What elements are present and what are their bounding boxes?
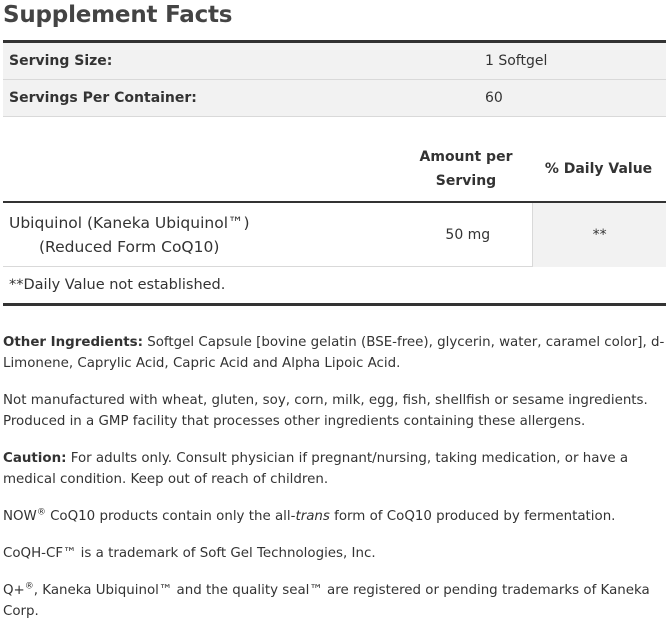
- page-title: Supplement Facts: [3, 2, 233, 28]
- amount-per-serving-header: Amount per Serving: [419, 149, 513, 189]
- ingredient-row: [3, 203, 666, 267]
- serving-size-row: [3, 43, 666, 80]
- now-trans-note: NOW® CoQ10 products contain only the all-trans form of CoQ10 produced by fermentation.: [3, 507, 616, 524]
- ingredient-daily-value: **: [532, 203, 666, 267]
- other-ingredients-text: Softgel Capsule [bovine gelatin (BSE-free), glycerin, water, caramel color], d-Limonene, Caprylic Acid, Capric Acid and Alpha Lipoic Acid.: [3, 335, 665, 371]
- coqh-trademark-note: CoQH-CF™ is a trademark of Soft Gel Technologies, Inc.: [3, 546, 376, 561]
- kaneka-trademark-note: Q+®, Kaneka Ubiquinol™ and the quality seal™ are registered or pending trademarks of Kaneka Corp.: [3, 581, 650, 619]
- serving-size-value: 1 Softgel: [485, 53, 548, 69]
- allergen-note: Not manufactured with wheat, gluten, soy, corn, milk, egg, fish, shellfish or sesame ingredients. Produced in a GMP facility that processes other ingredients containing these allergens.: [3, 393, 648, 429]
- daily-value-header: % Daily Value: [544, 161, 653, 177]
- footnote-row: [3, 267, 666, 303]
- servings-per-container-row: [3, 80, 666, 117]
- product-notes: [3, 332, 665, 638]
- caution-text: For adults only. Consult physician if pregnant/nursing, taking medication, or have a medical condition. Keep out of reach of children.: [3, 451, 629, 487]
- column-header-row: [3, 137, 666, 201]
- ingredient-name: Ubiquinol (Kaneka Ubiquinol™) (Reduced Form CoQ10): [9, 213, 250, 256]
- servings-per-container-label: Servings Per Container:: [9, 90, 197, 106]
- ingredient-amount: 50 mg: [445, 226, 491, 243]
- other-ingredients-note: [3, 332, 665, 374]
- other-ingredients-label: Other Ingredients:: [3, 335, 143, 350]
- bottom-rule: [3, 303, 666, 306]
- caution-label: Caution:: [3, 451, 67, 466]
- serving-size-label: Serving Size:: [9, 53, 113, 69]
- supplement-facts-table: [3, 40, 666, 306]
- daily-value-footnote: **Daily Value not established.: [9, 277, 226, 293]
- caution-note: [3, 448, 665, 490]
- servings-per-container-value: 60: [485, 90, 503, 106]
